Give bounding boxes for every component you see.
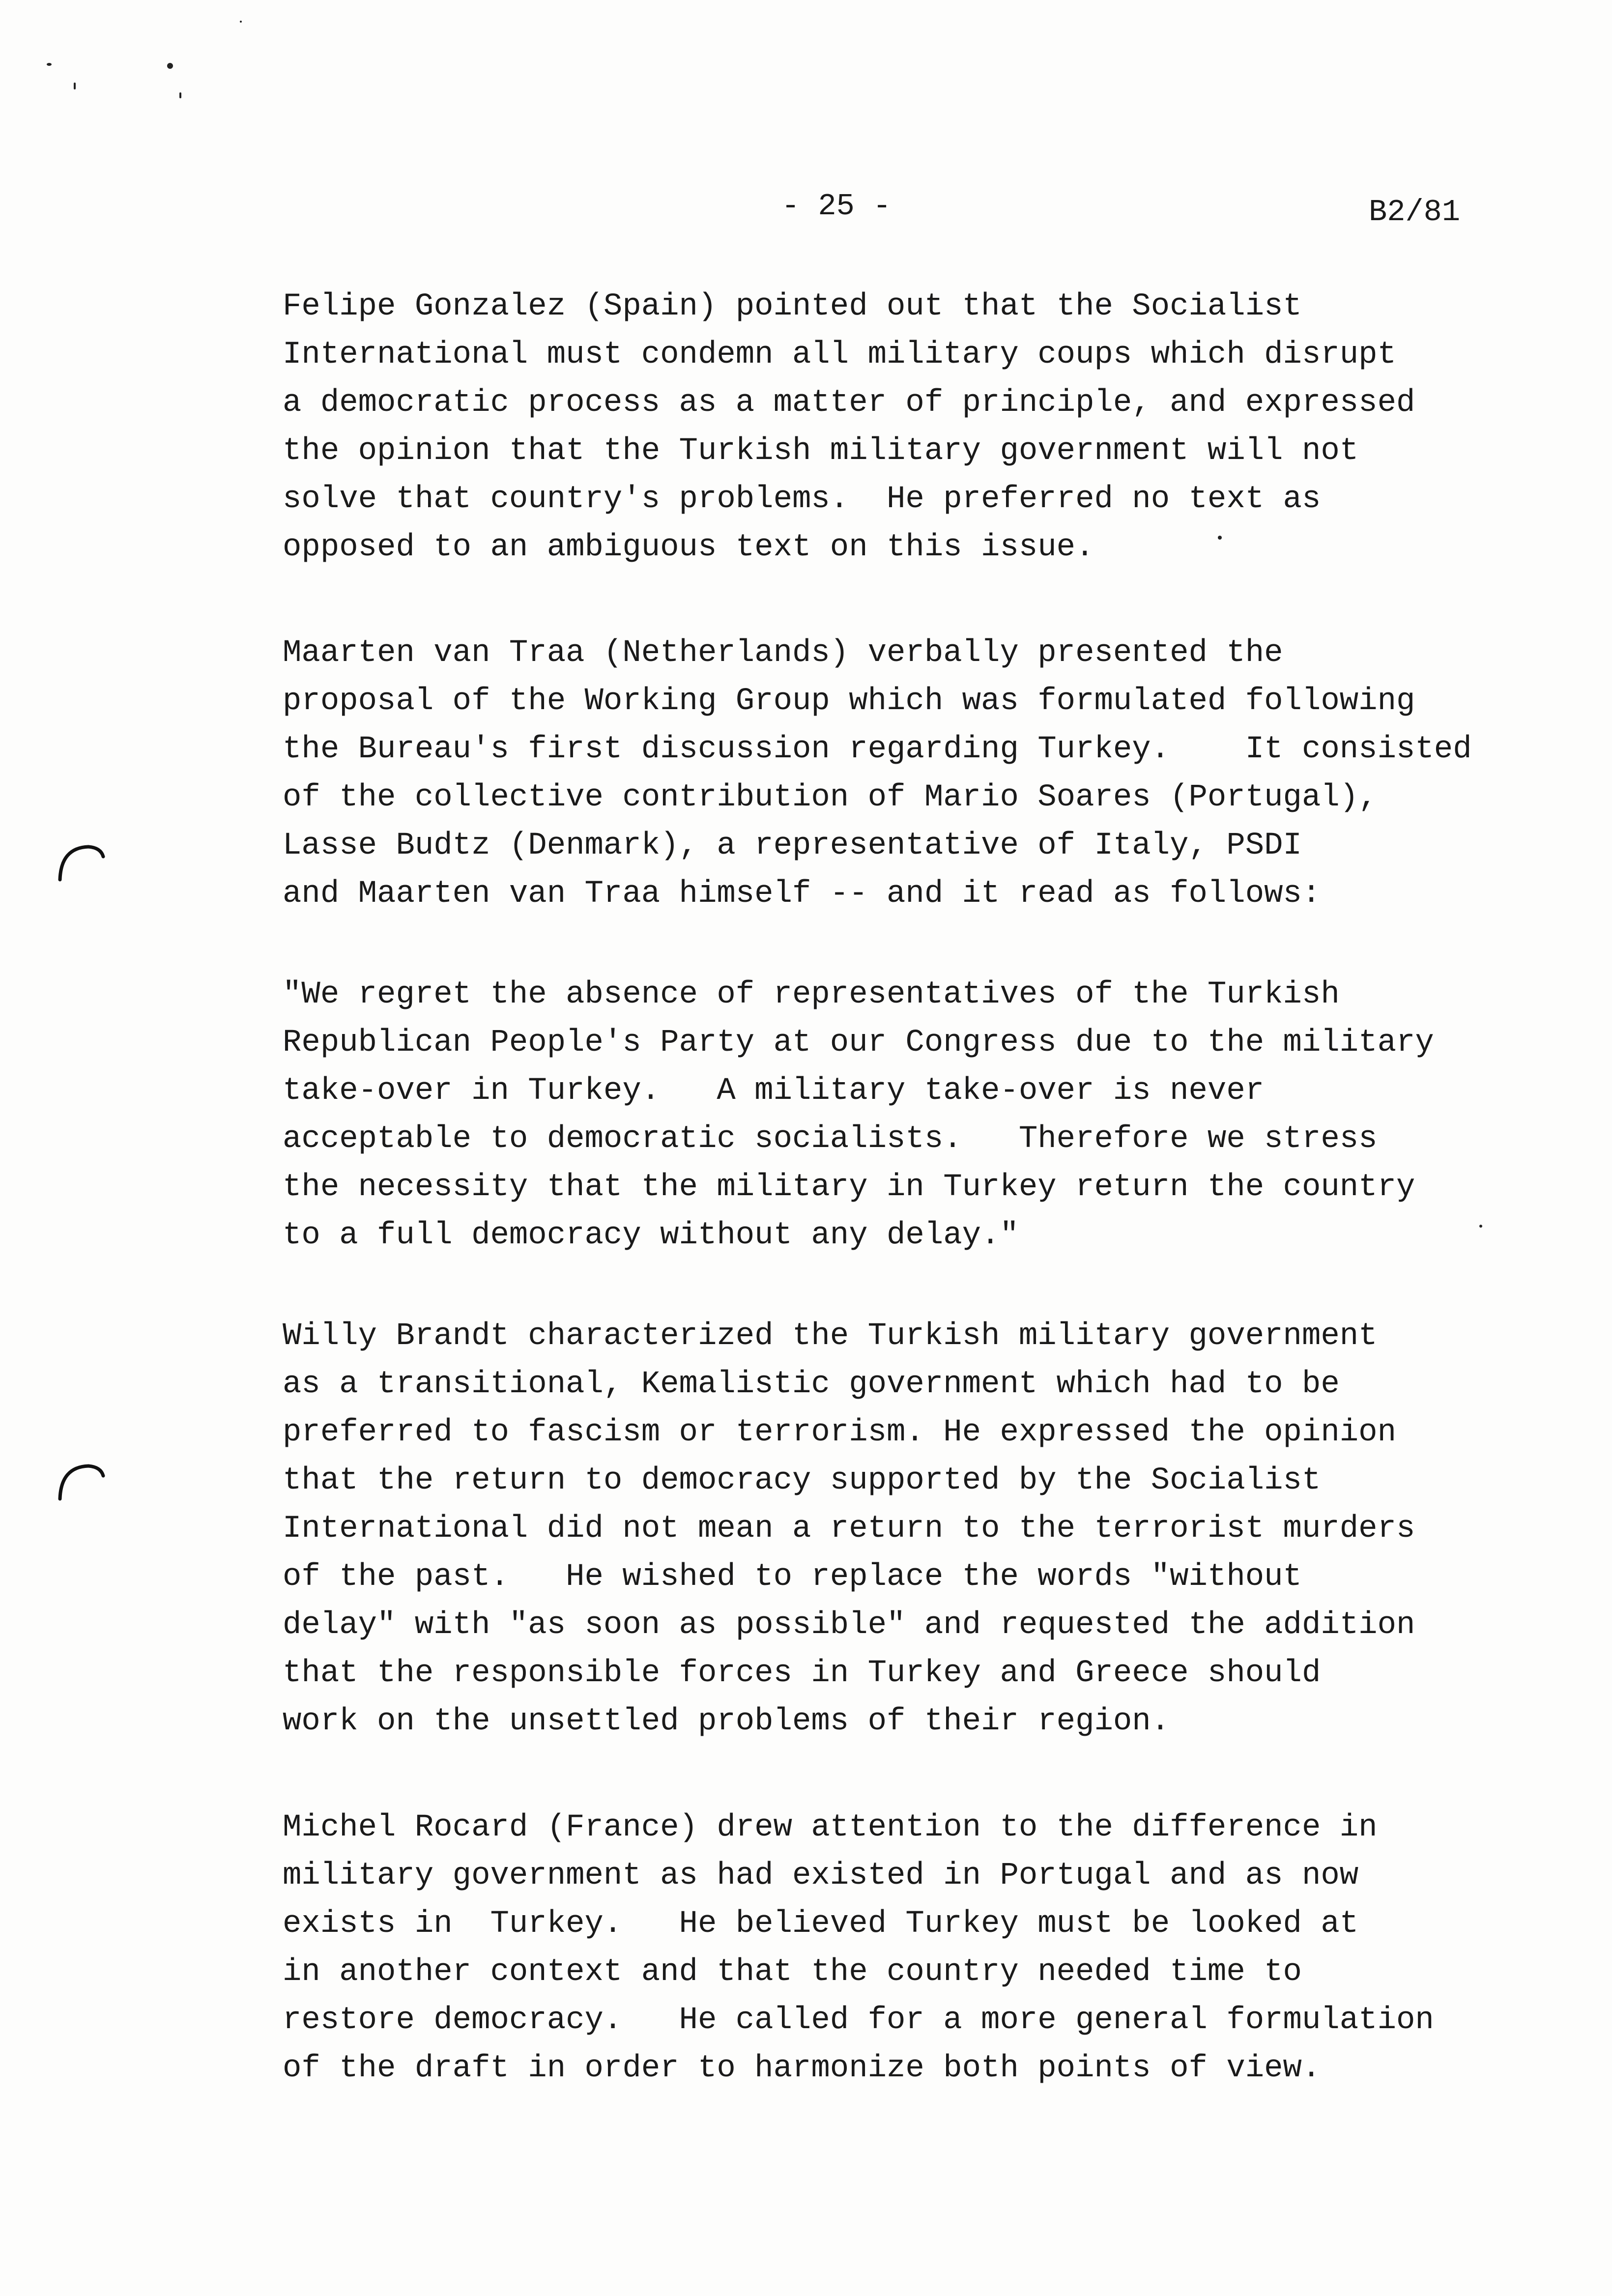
- paragraph-van-traa: [283, 629, 1531, 918]
- text-line: work on the unsettled problems of their region.: [283, 1704, 1170, 1739]
- text-line: the Bureau's first discussion regarding Turkey. It consisted: [283, 732, 1472, 767]
- text-line: of the past. He wished to replace the words "without: [283, 1559, 1302, 1595]
- text-line: take-over in Turkey. A military take-over is never: [283, 1073, 1265, 1109]
- text-line: "We regret the absence of representatives of the Turkish: [283, 977, 1340, 1012]
- punch-hole-arc-lower: [54, 1452, 108, 1506]
- text-line: that the responsible forces in Turkey and Greece should: [283, 1656, 1321, 1691]
- paragraph-gonzalez: [283, 283, 1531, 572]
- text-line: as a transitional, Kemalistic government which had to be: [283, 1367, 1340, 1402]
- text-line: restore democracy. He called for a more general formulation: [283, 2003, 1434, 2038]
- text-line: the opinion that the Turkish military government will not: [283, 433, 1359, 469]
- text-line: of the collective contribution of Mario Soares (Portugal),: [283, 780, 1378, 815]
- scan-speck: [167, 63, 173, 69]
- scan-speck: [74, 83, 76, 89]
- text-line: preferred to fascism or terrorism. He expressed the opinion: [283, 1415, 1396, 1450]
- text-line: a democratic process as a matter of principle, and expressed: [283, 385, 1415, 421]
- text-line: military government as had existed in Portugal and as now: [283, 1858, 1359, 1894]
- text-line: and Maarten van Traa himself -- and it read as follows:: [283, 876, 1321, 912]
- scan-speck: [240, 21, 242, 23]
- text-line: acceptable to democratic socialists. Therefore we stress: [283, 1121, 1378, 1157]
- text-line: delay" with "as soon as possible" and requested the addition: [283, 1607, 1415, 1643]
- text-line: International did not mean a return to the terrorist murders: [283, 1511, 1415, 1547]
- text-line: proposal of the Working Group which was formulated following: [283, 684, 1415, 719]
- scan-speck: [47, 63, 52, 66]
- text-line: to a full democracy without any delay.": [283, 1218, 1019, 1253]
- text-line: exists in Turkey. He believed Turkey must be looked at: [283, 1906, 1359, 1942]
- text-line: Willy Brandt characterized the Turkish military government: [283, 1319, 1378, 1354]
- text-line: Republican People's Party at our Congress due to the military: [283, 1025, 1434, 1061]
- paragraph-rocard: [283, 1804, 1531, 2093]
- scan-speck: [179, 92, 181, 98]
- paragraph-resolution-quote: [283, 971, 1531, 1260]
- paragraph-brandt: [283, 1312, 1531, 1746]
- text-line: in another context and that the country needed time to: [283, 1954, 1302, 1990]
- punch-hole-arc-upper: [54, 833, 108, 887]
- document-reference: B2/81: [1369, 195, 1461, 230]
- text-line: solve that country's problems. He preferred no text as: [283, 482, 1321, 517]
- text-line: Felipe Gonzalez (Spain) pointed out that the Socialist: [283, 289, 1302, 324]
- text-line: Maarten van Traa (Netherlands) verbally presented the: [283, 635, 1283, 671]
- text-line: Lasse Budtz (Denmark), a representative of Italy, PSDI: [283, 828, 1302, 863]
- text-line: International must condemn all military coups which disrupt: [283, 337, 1396, 373]
- text-line: Michel Rocard (France) drew attention to the difference in: [283, 1810, 1378, 1845]
- text-line: the necessity that the military in Turkey return the country: [283, 1170, 1415, 1205]
- text-line: that the return to democracy supported by the Socialist: [283, 1463, 1321, 1498]
- text-line: of the draft in order to harmonize both points of view.: [283, 2051, 1321, 2086]
- page-number: - 25 -: [781, 189, 892, 224]
- text-line: opposed to an ambiguous text on this issue.: [283, 530, 1094, 565]
